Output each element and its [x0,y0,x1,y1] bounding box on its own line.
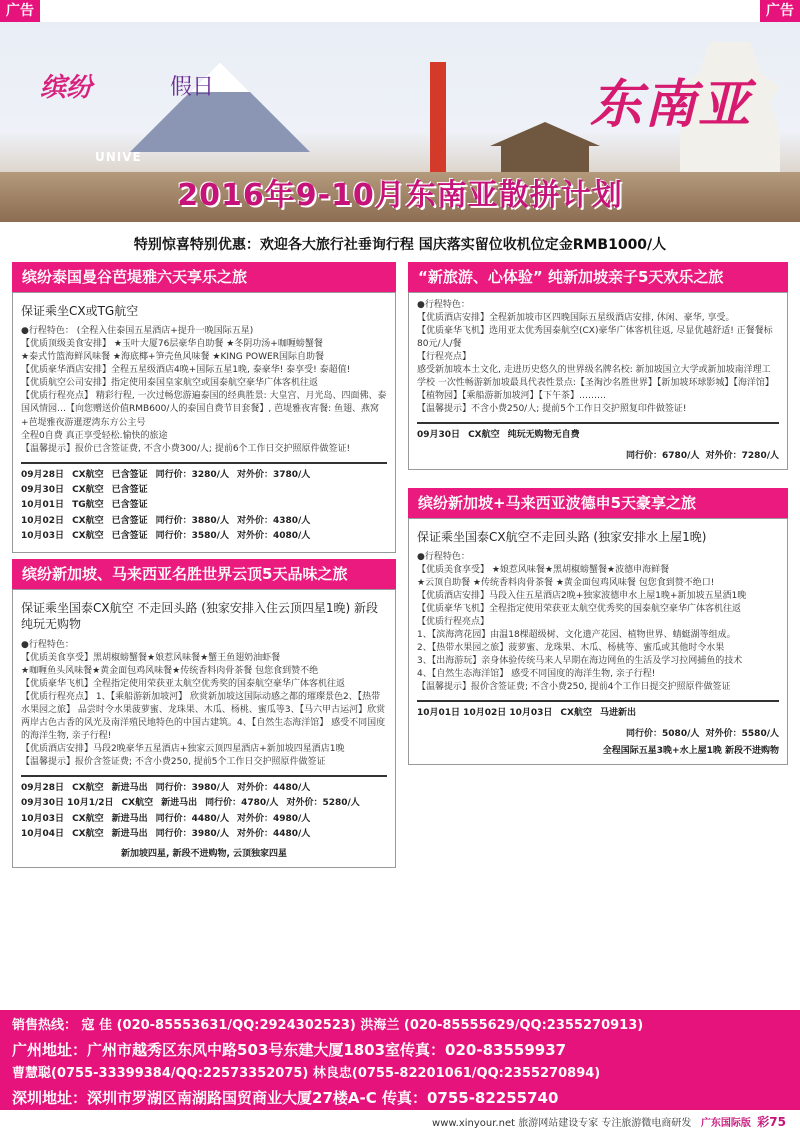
dep-price: 同行价：3880/人 [155,515,229,526]
detail-line: 4、【自然生态海洋馆】 感受不同国度的海洋生物, 亲子行程! [417,669,656,680]
dep-sell: 对外价：7280/人 [705,450,779,461]
detail-line: 【优质酒店安排】全程新加坡市区四晚国际五星级酒店安排, 休闲、豪华, 享受。 [417,313,735,324]
tour-details [21,325,387,455]
dep-visa: 马进新出 [599,708,636,719]
divider [417,422,779,424]
dep-sell: 对外价：4080/人 [236,530,311,541]
dep-visa: 新进马出 [111,813,148,824]
dep-air: CX航空 [72,515,104,526]
tour-note: 新加坡四星, 新段不进购物, 云顶独家四星 [120,849,288,860]
price-line [417,726,779,739]
divider [21,775,387,777]
dep-air: TG航空 [72,500,104,511]
dep-price: 同行价：4780/人 [205,798,279,809]
detail-line: ★咖喱鱼头风味餐★黄金面包鸡风味餐★传统香料肉骨茶餐 包您食到赞不绝 [21,665,319,676]
detail-line: 1、【滨海湾花园】由温18棵超级树、文化遗产花园、植物世界、蜻蜓湖等组成。 [417,630,736,641]
detail-line: 【优质酒店安排】马段入住五星酒店2晚+独家波德申水上屋1晚+新加坡五星酒1晚 [417,591,747,602]
shenzhen-address: 深圳地址：深圳市罗湖区南湖路国贸商业大厦27楼A-C 传真：0755-82255740 [12,1089,559,1107]
dep-air: CX航空 [72,469,104,480]
tour-banner: “新旅游、心体验” 纯新加坡亲子5天欢乐之旅 [408,262,788,292]
dep-date: 09月30日 [21,484,65,495]
tour-guarantee: 保证乘坐国泰CX航空 不走回头路 (独家安排入住云顶四星1晚) 新段纯玩无购物 [21,601,379,632]
detail-line: 【优质美食享受】 ★娘惹风味餐★黑胡椒螃蟹餐★波德申海鲜餐 [417,564,670,575]
dep-date: 10月01日 10月02日 10月03日 [417,708,553,719]
dep-sell: 对外价：5580/人 [705,728,779,739]
dep-date: 09月30日 10月1/2日 [21,798,114,809]
dep-visa: 已含签证 [111,515,148,526]
detail-line: 【温馨提示】不含小费250/人; 提前5个工作日交护照复印件做签证! [417,404,687,415]
tour-note: 全程国际五星3晚+水上屋1晚 新段不进购物 [602,745,779,756]
departure-row [21,483,387,498]
detail-line: 【优质豪华飞机】选用亚太优秀国泰航空(CX)豪华广体客机往返, 尽显优越舒适! 正餐餐标80元/人/餐 [417,326,773,350]
dep-air: CX航空 [560,708,592,719]
dep-price: 同行价：3980/人 [155,782,229,793]
contact-footer [0,1010,800,1110]
detail-line: 【优质豪华飞机】全程指定使用荣获亚太航空优秀奖的国泰航空豪华广体客机往返 [21,678,346,689]
region-title: 东南亚 [590,74,753,135]
departure-row [417,706,779,721]
dep-visa: 已含签证 [111,484,148,495]
dep-date: 10月01日 [21,500,65,511]
detail-line: 【温馨提示】报价含签证费; 不含小费250, 提前4个工作日提交护照原件做签证 [417,682,731,693]
dep-sell: 对外价：5280/人 [286,798,360,809]
dep-sell: 对外价：4380/人 [236,515,311,526]
departure-row [21,514,387,529]
detail-line: 【优质行程亮点】 1、【乘船游新加坡河】 欣赏新加坡这国际动感之都的璀璨景色2、【热带水果园之旅】 品尝时令水果菠萝蜜、龙珠果、木瓜、杨桃、蜜瓜等3、【马六甲古运河】欣赏两岸古色古香的风光及南洋殖民地特色的中国古建筑。4、【自然生态海洋馆】 感受不同国度的海洋生物, 亲子行程! [21,691,386,741]
price-line [417,448,779,461]
detail-line: 【优质顶级美食安排】 ★玉叶大厦76层豪华自助餐 ★冬阴功汤+咖喱螃蟹餐 [21,339,323,350]
departure-table [21,468,387,544]
detail-line: ●行程特色： [417,551,470,562]
dep-visa: 已含签证 [111,469,148,480]
divider [417,700,779,702]
website-text: www.xinyour.net 旅游网站建设专家 专注旅游微电商研发 [432,1118,692,1129]
dep-sell: 对外价：4980/人 [236,813,311,824]
detail-line: ★泰式竹篮海鲜风味餐 ★海底椰+笋壳鱼风味餐 ★KING POWER国际自助餐 [21,352,324,363]
right-column [408,262,788,765]
dep-visa: 新进马出 [161,798,198,809]
tour-box [408,292,788,470]
detail-line: 【优质酒店安排】马段2晚豪华五星酒店+独家云顶四星酒店+新加坡四星酒店1晚 [21,743,345,754]
dep-price: 同行价：3580/人 [155,530,229,541]
dep-air: CX航空 [72,782,104,793]
dep-date: 09月30日 [417,430,461,441]
ad-tag-right: 广告 [760,0,800,22]
tour-box [12,589,396,868]
tour-banner: 缤纷新加坡、马来西亚名胜世界云顶5天品味之旅 [12,559,396,589]
detail-line: 全程0自费 真正享受轻松.愉快的旅途 [21,430,168,441]
sales-hotline: 销售热线： 寇 佳 (020-85553631/QQ:2924302523) 洪海兰 (020-85555629/QQ:2355270913) [12,1018,644,1033]
detail-line: 感受新加坡本土文化, 走进历史悠久的世界级名牌名校: 新加坡国立大学或新加坡南洋理工学校 一次性畅游新加坡最具代表性景点:【圣淘沙名胜世界】【新加坡环球影城】【海洋馆】【植物园】【乘船游新加坡河】【下午茶】……… [417,365,774,402]
dep-sell: 对外价：3780/人 [236,469,311,480]
detail-line: 2、【热带水果园之旅】菠萝蜜、龙珠果、木瓜、杨桃等、蜜瓜或其他时令水果 [417,643,725,654]
tour-box [12,292,396,553]
detail-line: 【优质豪华飞机】全程指定使用荣获亚太航空优秀奖的国泰航空豪华广体客机往返 [417,604,742,615]
dep-date: 10月02日 [21,515,65,526]
dep-air: CX航空 [72,813,104,824]
departure-table [417,428,779,443]
dep-date: 09月28日 [21,782,65,793]
departure-row [21,529,387,544]
detail-line: 【优质美食享受】黑胡椒螃蟹餐★娘惹风味餐★蟹王鱼翅奶油虾餐 [21,652,281,663]
page-headline: 2016年9-10月东南亚散拼计划 [177,178,623,213]
dep-price: 同行价：4480/人 [155,813,229,824]
detail-line: ★云顶自助餐 ★传统香料肉骨茶餐 ★黄金面包鸡风味餐 包您食到赞不绝口! [417,578,715,588]
dep-price: 同行价：6780/人 [626,450,700,461]
departure-row [21,468,387,483]
dep-sell: 对外价：4480/人 [236,828,311,839]
tour-sg-my-portdickson [408,488,788,765]
detail-line: 【行程亮点】 [417,352,472,363]
departure-row [21,812,387,827]
dep-visa: 纯玩无购物无自费 [507,430,580,441]
departure-table [417,706,779,721]
publisher-line [0,1112,800,1132]
tour-guarantee: 保证乘坐CX或TG航空 [21,304,139,318]
dep-air: CX航空 [72,484,104,495]
tour-box [408,518,788,765]
dep-sell: 对外价：4480/人 [236,782,311,793]
departure-row [21,827,387,842]
guangzhou-address: 广州地址：广州市越秀区东风中路503号东建大厦1803室传真：020-83559937 [12,1041,567,1059]
dep-air: CX航空 [121,798,154,809]
promo-line: 特别惊喜特别优惠：欢迎各大旅行社垂询行程 国庆落实留位收机位定金RMB1000/人 [133,237,667,253]
tour-sg-family [408,262,788,470]
departure-row [417,428,779,443]
dep-visa: 新进马出 [111,828,148,839]
dep-date: 09月28日 [21,469,65,480]
dep-date: 10月04日 [21,828,65,839]
dep-price: 同行价：3280/人 [155,469,229,480]
departure-row [21,796,387,811]
tour-banner: 缤纷泰国曼谷芭堤雅六天享乐之旅 [12,262,396,292]
departure-table [21,781,387,842]
tour-guarantee: 保证乘坐国泰CX航空不走回头路 (独家安排水上屋1晚) [417,529,707,544]
dep-price: 同行价：5080/人 [626,728,700,739]
page-number: 彩75 [757,1115,786,1129]
hero-banner [0,22,800,222]
departure-row [21,781,387,796]
dep-air: CX航空 [72,828,104,839]
detail-line: 【优质豪华酒店安排】全程五星级酒店4晚+国际五星1晚, 泰豪华! 泰享受! 泰超值! [21,365,351,376]
guide-name: 广东国际版 [700,1118,751,1129]
detail-line: 【优质行程亮点】 精彩行程, 一次过畅您游遍泰国的经典胜景: 大皇宫、月光岛、四面佛、泰国风情园…【向您赠送价值RMB600/人的泰国自费节目套餐】, 芭堤雅夜宵餐: 鱼翅、燕窝+芭堤雅夜游暹逻湾东方公主号 [21,391,387,428]
dep-price: 同行价：3980/人 [155,828,229,839]
tour-banner: 缤纷新加坡+马来西亚波德申5天豪享之旅 [408,488,788,518]
tour-sg-my-genting [12,559,396,868]
brand-logo-sub: 假日 [170,75,215,100]
tour-details [417,299,779,416]
dep-visa: 已含签证 [111,500,148,511]
shenzhen-contacts: 曹慧聪(0755-33399384/QQ:22573352075) 林良忠(0755-82201061/QQ:2355270894) [12,1066,601,1081]
tour-details [21,639,387,769]
detail-line: 3、【出海游玩】亲身体验传统马来人早期在海边网鱼的生活及学习拉网捕鱼的技术 [417,656,743,667]
dep-visa: 新进马出 [111,782,148,793]
detail-line: 【优质行程亮点】 [417,617,490,628]
dep-date: 10月03日 [21,530,65,541]
detail-line: ●行程特色： [21,639,74,650]
dep-date: 10月03日 [21,813,65,824]
left-column [12,262,396,868]
tokyo-tower-illustration [430,62,446,182]
brand-logo: 缤纷 [40,73,93,103]
dep-air: CX航空 [468,430,500,441]
tour-thailand [12,262,396,553]
detail-line: ●行程特色： (全程入住泰国五星酒店+提升一晚国际五星) [21,326,254,337]
detail-line: 【温馨提示】报价已含签证费, 不含小费300/人; 提前6个工作日交护照原件做签证! [21,443,351,454]
divider [21,462,387,464]
dep-air: CX航空 [72,530,104,541]
detail-line: 【温馨提示】报价含签证费; 不含小费250, 提前5个工作日交护照原件做签证 [21,756,326,767]
ad-tag-left: 广告 [0,0,40,22]
tour-details [417,551,779,695]
departure-row [21,498,387,513]
detail-line: ●行程特色： [417,300,470,310]
dep-visa: 已含签证 [111,530,148,541]
studio-sign: UNIVE [95,150,142,164]
detail-line: 【优质航空公司安排】指定使用泰国皇家航空或国泰航空豪华广体客机往返 [21,378,319,389]
